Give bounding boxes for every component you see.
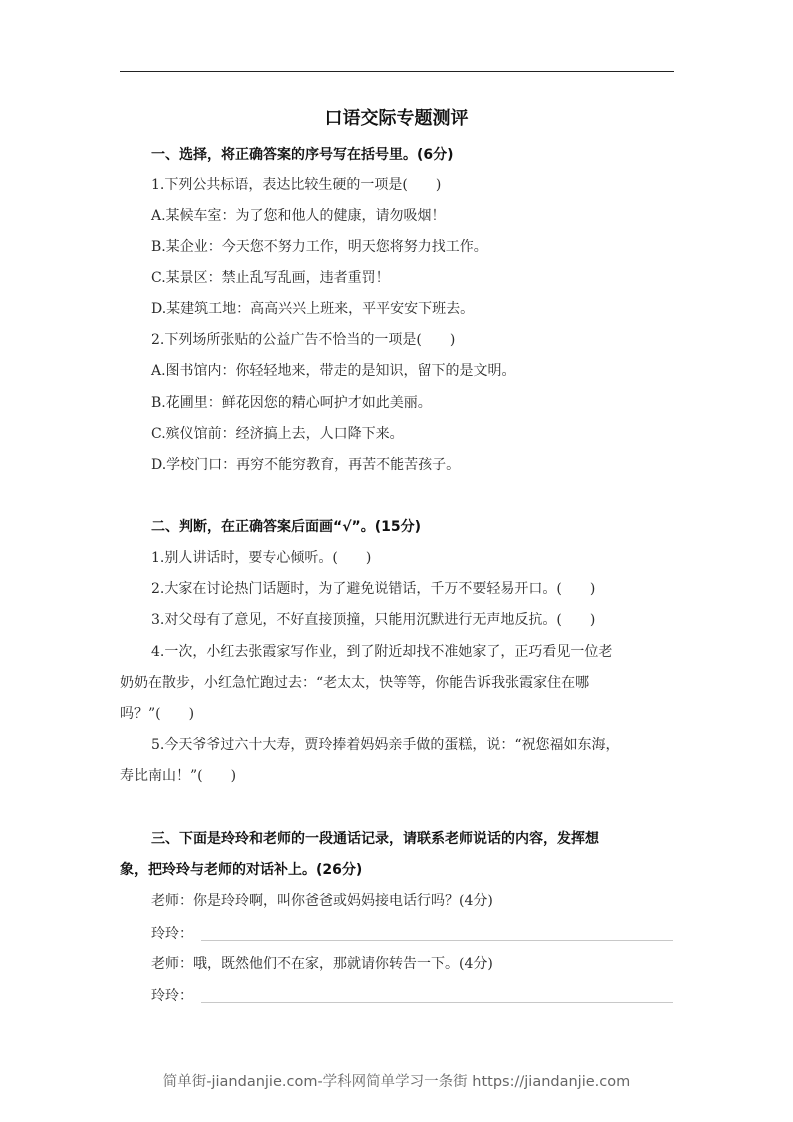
dialogue-text: 哦，既然他们不在家，那就请你转告一下。(4分) [193,956,493,972]
judge-item-1: 1.别人讲话时，要专心倾听。( ) [151,550,372,566]
judge-item-5-line-1: 5.今天爷爷过六十大寿，贾玲捧着妈妈亲手做的蛋糕，说：“祝您福如东海， [151,737,620,753]
question-1-option-a: A.某候车室：为了您和他人的健康，请勿吸烟！ [151,208,446,224]
dialogue-lingling-2 [151,985,673,1005]
question-1-stem: 1.下列公共标语，表达比较生硬的一项是( ) [151,177,442,193]
speaker-label: 玲玲： [151,988,193,1004]
question-2-option-d: D.学校门口：再穷不能穷教育，再苦不能苦孩子。 [151,457,461,473]
question-2-stem: 2.下列场所张贴的公益广告不恰当的一项是( ) [151,332,456,348]
section-1-heading: 一、选择，将正确答案的序号写在括号里。(6分) [151,147,454,163]
header-rule [120,71,674,72]
dialogue-teacher-2 [151,954,493,974]
speaker-label: 老师： [151,893,193,909]
dialogue-teacher-1 [151,891,493,911]
judge-item-3: 3.对父母有了意见，不好直接顶撞，只能用沉默进行无声地反抗。( ) [151,612,596,628]
question-1-option-c: C.某景区：禁止乱写乱画，违者重罚！ [151,270,390,286]
footer-watermark: 简单街-jiandanjie.com-学科网简单学习一条街 https://jiandanjie.com [162,1074,631,1090]
question-2-option-b: B.花圃里：鲜花因您的精心呵护才如此美丽。 [151,395,432,411]
question-1-option-d: D.某建筑工地：高高兴兴上班来，平平安安下班去。 [151,301,475,317]
judge-item-4-line-3: 吗？”( ) [120,706,195,722]
question-1-option-b: B.某企业：今天您不努力工作，明天您将努力找工作。 [151,239,488,255]
dialogue-lingling-1 [151,923,673,943]
judge-item-4-line-1: 4.一次，小红去张霞家写作业，到了附近却找不准她家了，正巧看见一位老 [151,644,613,660]
answer-blank-1[interactable] [201,940,673,941]
section-2-heading: 二、判断，在正确答案后面画“√”。(15分) [151,519,422,535]
section-3-heading-line-2: 象，把玲玲与老师的对话补上。(26分) [120,862,363,878]
section-3-heading-line-1: 三、下面是玲玲和老师的一段通话记录，请联系老师说话的内容，发挥想 [151,831,599,847]
judge-item-5-line-2: 寿比南山！”( ) [120,768,237,784]
dialogue-text: 你是玲玲啊，叫你爸爸或妈妈接电话行吗？(4分) [193,893,493,909]
judge-item-2: 2.大家在讨论热门话题时，为了避免说错话，千万不要轻易开口。( ) [151,581,596,597]
judge-item-4-line-2: 奶奶在散步，小红急忙跑过去：“老太太，快等等，你能告诉我张霞家住在哪 [120,675,590,691]
speaker-label: 老师： [151,956,193,972]
document-title: 口语交际专题测评 [324,108,469,129]
question-2-option-c: C.殡仪馆前：经济搞上去，人口降下来。 [151,426,404,442]
answer-blank-2[interactable] [201,1002,673,1003]
question-2-option-a: A.图书馆内：你轻轻地来，带走的是知识，留下的是文明。 [151,363,516,379]
speaker-label: 玲玲： [151,926,193,942]
